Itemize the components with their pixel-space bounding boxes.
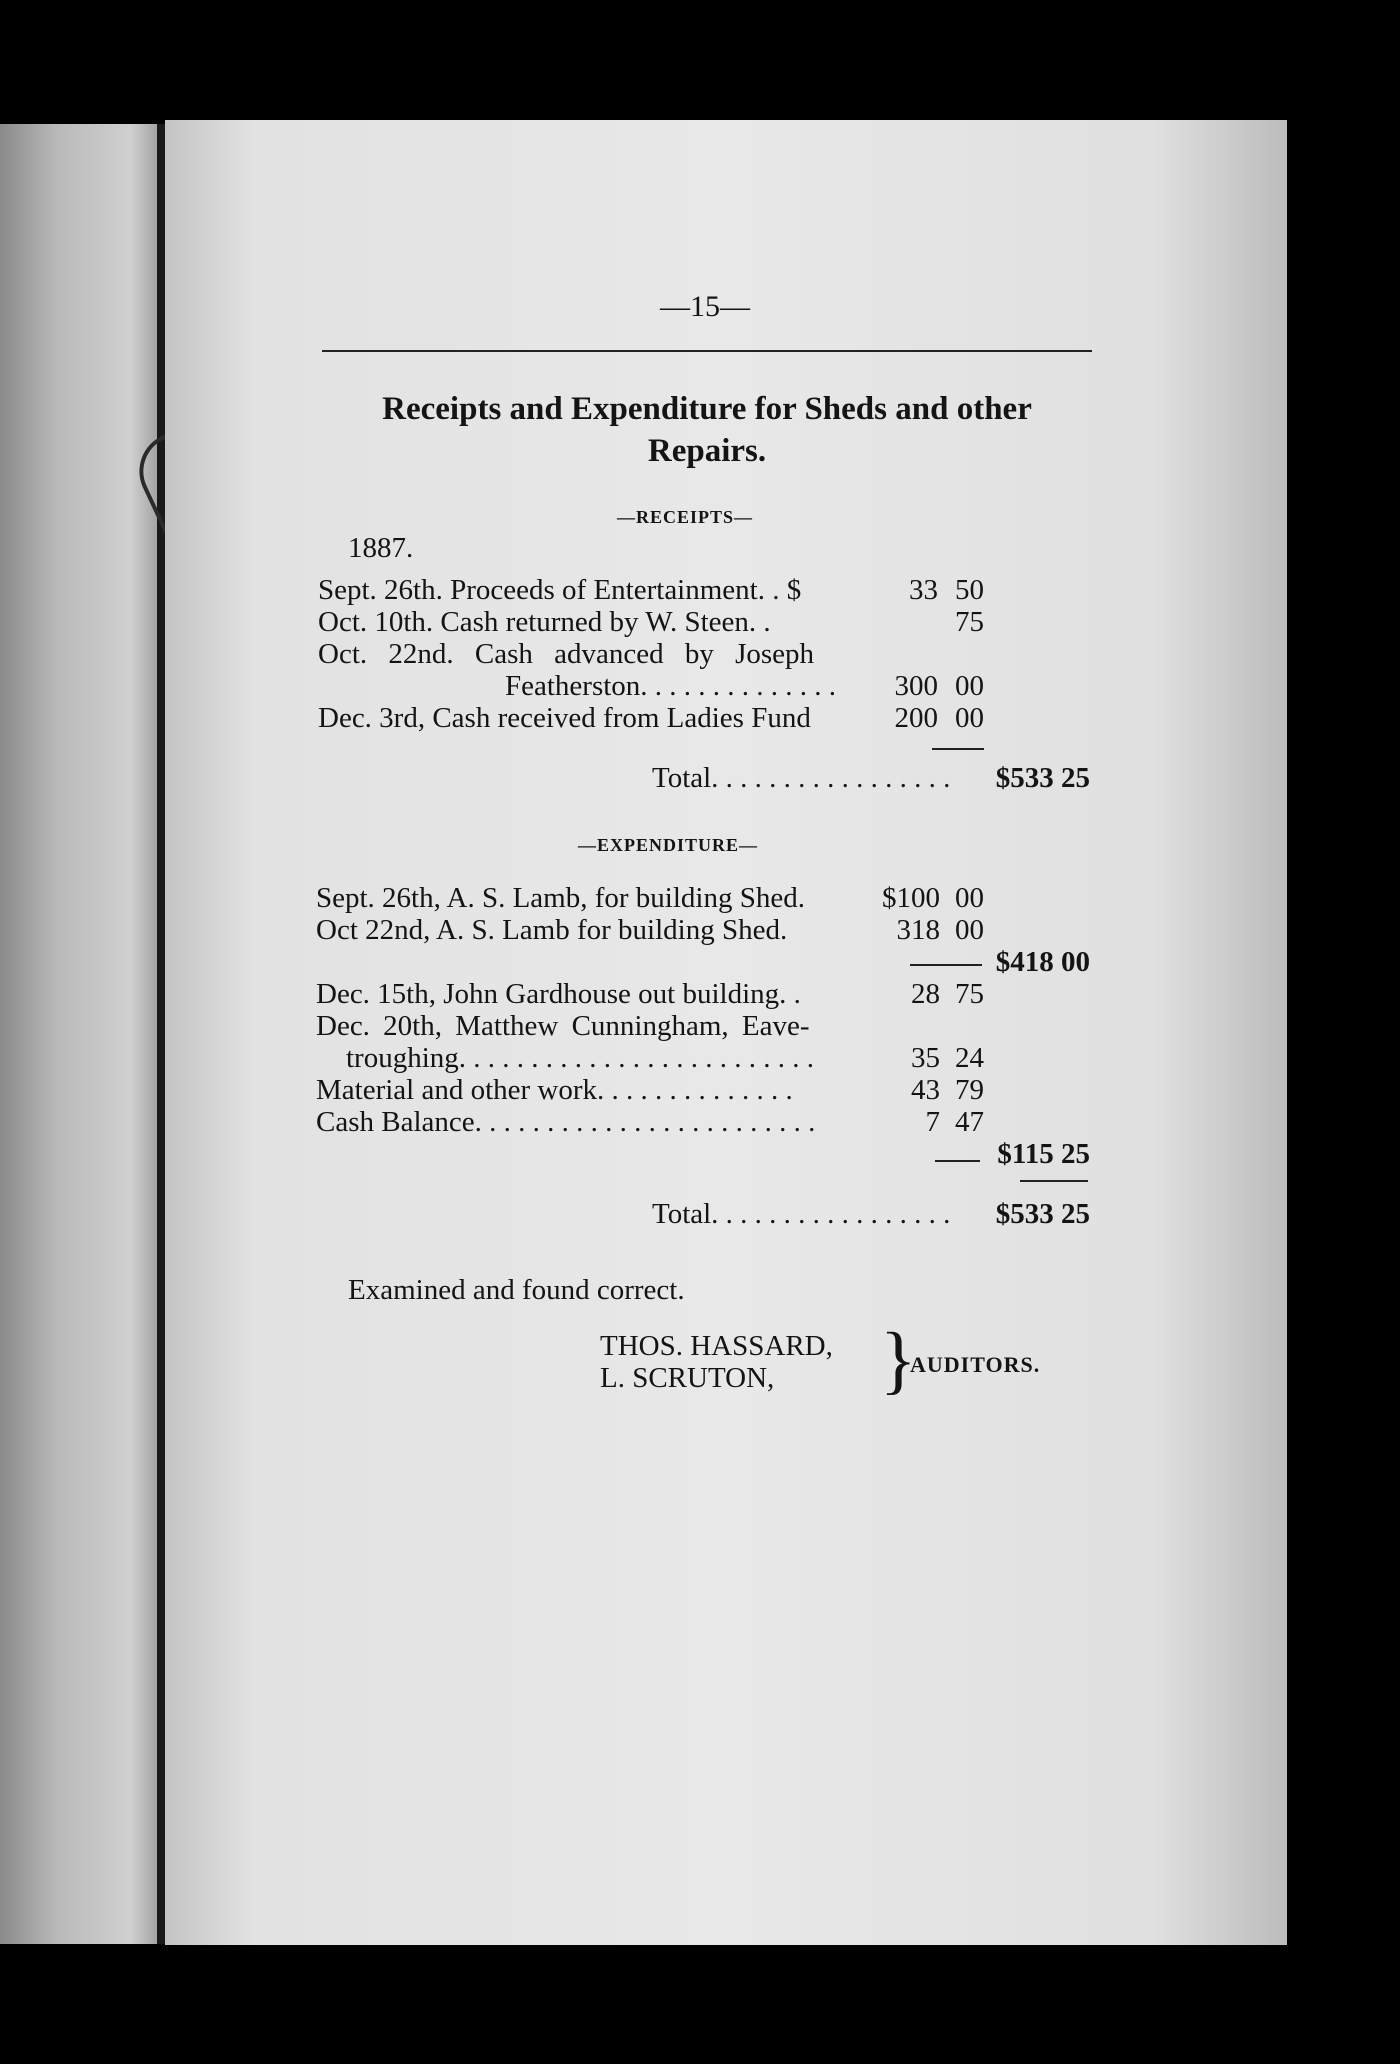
expense-line-4: Dec. 20th, Matthew Cunningham, Eave- (316, 1010, 810, 1042)
receipt-dollars-1: 33 (909, 574, 938, 606)
signatory-2: L. SCRUTON, (600, 1362, 775, 1394)
expenditure-heading: —EXPENDITURE— (578, 835, 759, 855)
receipts-year: 1887. (348, 532, 414, 564)
expense-line-3: Dec. 15th, John Gardhouse out building. . (316, 978, 801, 1010)
examined-statement: Examined and found correct. (348, 1274, 685, 1306)
receipt-line-4: Dec. 3rd, Cash received from Ladies Fund (318, 702, 811, 734)
expense-line-4b: troughing. . . . . . . . . . . . . . . . . . . . . . . . . (346, 1042, 815, 1074)
expense-cents-3: 75 (955, 978, 984, 1010)
expense-dollars-5: 43 (911, 1074, 940, 1106)
page-title: Receipts and Expenditure for Sheds and other Repairs. (382, 391, 1032, 469)
receipts-heading: —RECEIPTS— (617, 507, 754, 527)
expense-cents-1: 00 (955, 882, 984, 914)
receipt-line-2: Oct. 10th. Cash returned by W. Steen. . (318, 606, 771, 638)
expense-line-2: Oct 22nd, A. S. Lamb for building Shed. (316, 914, 788, 946)
signatory-1: THOS. HASSARD, (600, 1330, 833, 1362)
expense-cents-5: 79 (955, 1074, 984, 1106)
receipt-cents-2: 75 (955, 606, 984, 638)
expense-dollars-2: 318 (896, 914, 940, 946)
header-rule (322, 350, 1092, 352)
receipts-total-value: $533 25 (995, 762, 1090, 794)
receipts-total-label: Total. . . . . . . . . . . . . . . . . (652, 762, 951, 794)
receipt-dollars-4: 200 (894, 702, 938, 734)
expense-line-5: Material and other work. . . . . . . . . . . . . . (316, 1074, 793, 1106)
expenditure-total-value: $533 25 (995, 1198, 1090, 1230)
expenditure-total-label: Total. . . . . . . . . . . . . . . . . (652, 1198, 951, 1230)
page-number: —15— (660, 290, 750, 323)
brace-symbol: } (880, 1318, 917, 1402)
expense-subtotal-2: $115 25 (997, 1138, 1090, 1170)
receipt-cents-3: 00 (955, 670, 984, 702)
expense-cents-6: 47 (955, 1106, 984, 1138)
facing-page-edge (0, 124, 163, 1944)
expense-dollars-3: 28 (911, 978, 940, 1010)
expense-sum-rule (1020, 1180, 1088, 1182)
expense-line-6: Cash Balance. . . . . . . . . . . . . . . . . . . . . . . . (316, 1106, 816, 1138)
receipt-cents-4: 00 (955, 702, 984, 734)
expense-dollars-4: 35 (911, 1042, 940, 1074)
expense-dollars-1: $100 (882, 882, 940, 914)
book-spine (157, 124, 165, 1944)
receipt-line-1: Sept. 26th. Proceeds of Entertainment. . $ (318, 574, 802, 606)
expense-cents-2: 00 (955, 914, 984, 946)
auditors-label: AUDITORS. (910, 1352, 1041, 1377)
receipt-cents-1: 50 (955, 574, 984, 606)
expense-dollars-6: 7 (925, 1106, 940, 1138)
receipt-line-3b: Featherston. . . . . . . . . . . . . . (505, 670, 837, 702)
expense-subtotal-1: $418 00 (995, 946, 1090, 978)
receipt-line-3: Oct. 22nd. Cash advanced by Joseph (318, 638, 815, 670)
receipt-dollars-3: 300 (894, 670, 938, 702)
receipts-sum-rule (932, 748, 984, 750)
expense-line-1: Sept. 26th, A. S. Lamb, for building Shed. (316, 882, 805, 914)
expense-cents-4: 24 (955, 1042, 984, 1074)
